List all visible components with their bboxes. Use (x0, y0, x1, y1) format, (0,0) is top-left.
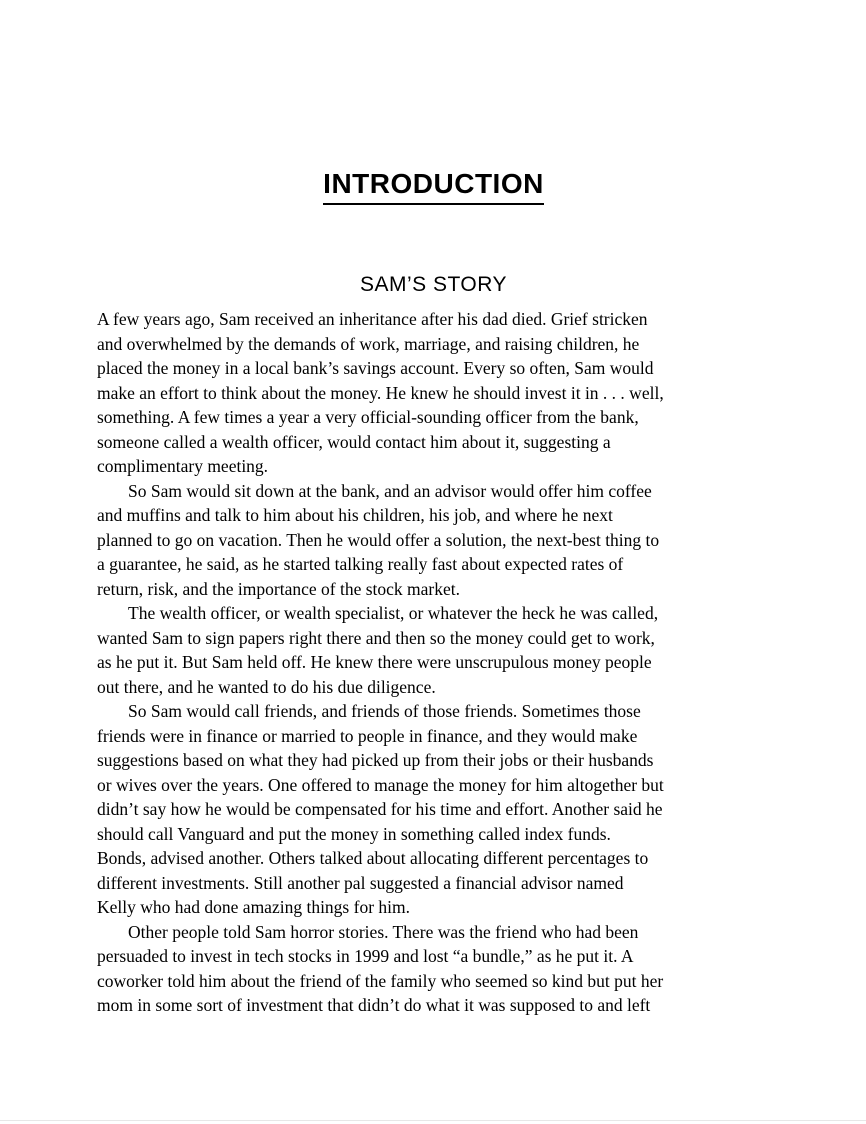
text-line: So Sam would call friends, and friends of those friends. Sometimes those (128, 701, 641, 721)
text-line: complimentary meeting. (97, 456, 269, 476)
text-line: and muffins and talk to him about his children, his job, and where he next (97, 505, 613, 525)
text-line: as he put it. But Sam held off. He knew there were unscrupulous money people (97, 652, 652, 672)
paragraph (97, 699, 770, 920)
text-line: The wealth officer, or wealth specialist, or whatever the heck he was called, (128, 603, 659, 623)
text-line: suggestions based on what they had picked up from their jobs or their husbands (97, 750, 654, 770)
text-line: return, risk, and the importance of the stock market. (97, 578, 461, 599)
text-line: persuaded to invest in tech stocks in 1999 and lost “a bundle,” as he put it. A (97, 946, 634, 966)
text-line: someone called a wealth officer, would contact him about it, suggesting a (97, 431, 611, 452)
chapter-title-text: INTRODUCTION (323, 170, 544, 205)
text-line: friends were in finance or married to people in finance, and they would make (97, 725, 638, 746)
text-line: A few years ago, Sam received an inheritance after his dad died. Grief stricken (97, 309, 648, 329)
page-edge-divider (0, 1120, 866, 1121)
text-line: Kelly who had done amazing things for him. (97, 897, 410, 917)
text-line: mom in some sort of investment that didn’t do what it was supposed to and left (97, 995, 651, 1015)
text-line: So Sam would sit down at the bank, and an advisor would offer him coffee (128, 480, 652, 501)
paragraph (97, 601, 770, 699)
text-line: Bonds, advised another. Others talked about allocating different percentages to (97, 848, 649, 868)
text-line: a guarantee, he said, as he started talking really fast about expected rates of (97, 554, 624, 574)
text-line: something. A few times a year a very official-sounding officer from the bank, (97, 407, 639, 427)
text-line: placed the money in a local bank’s savings account. Every so often, Sam would (97, 358, 654, 378)
paragraph (97, 479, 770, 602)
paragraph (97, 920, 770, 1018)
chapter-title (97, 170, 770, 205)
text-line: or wives over the years. One offered to manage the money for him altogether but (97, 774, 664, 795)
body-text (97, 307, 770, 1018)
text-line: make an effort to think about the money. He knew he should invest it in . . . well, (97, 382, 664, 403)
text-line: different investments. Still another pal suggested a financial advisor named (97, 872, 624, 893)
section-heading: SAM’S STORY (359, 273, 508, 296)
paragraph (97, 307, 770, 479)
text-line: coworker told him about the friend of the family who seemed so kind but put her (97, 970, 664, 991)
text-line: wanted Sam to sign papers right there and then so the money could get to work, (97, 627, 655, 648)
text-line: out there, and he wanted to do his due diligence. (97, 676, 436, 697)
text-line: should call Vanguard and put the money in something called index funds. (97, 823, 611, 844)
text-line: planned to go on vacation. Then he would offer a solution, the next-best thing to (97, 529, 660, 550)
text-line: didn’t say how he would be compensated for his time and effort. Another said he (97, 799, 663, 819)
text-line: Other people told Sam horror stories. There was the friend who had been (128, 921, 639, 942)
text-line: and overwhelmed by the demands of work, marriage, and raising children, he (97, 333, 640, 354)
